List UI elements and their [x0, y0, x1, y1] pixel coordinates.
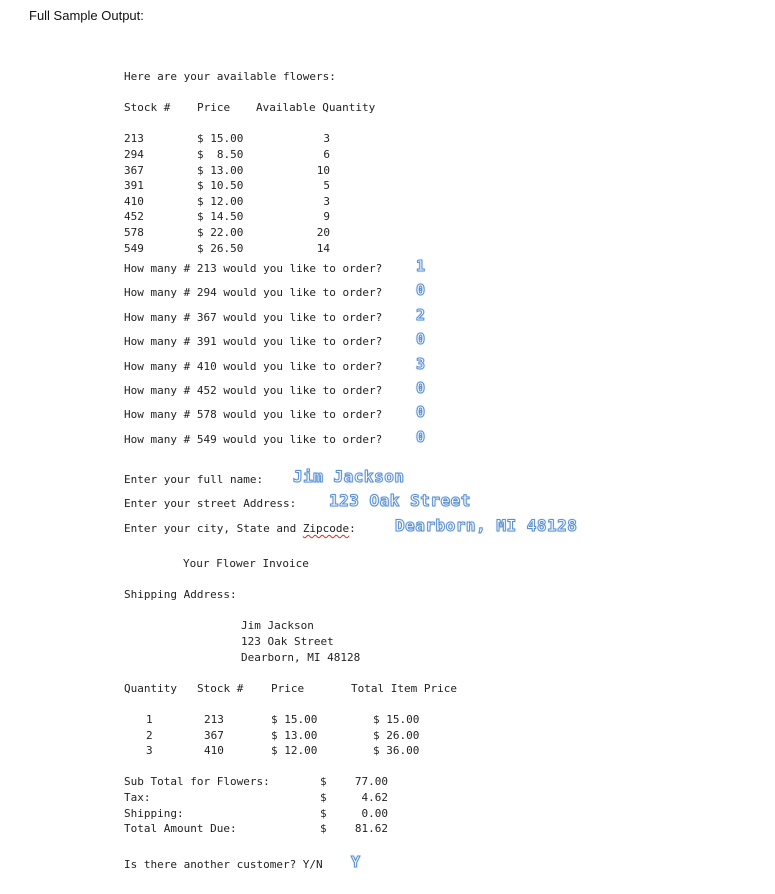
- totals-currency: $: [320, 822, 327, 835]
- inventory-stock: 391: [124, 179, 144, 192]
- address-line: Dearborn, MI 48128: [241, 651, 361, 664]
- inventory-qty: 14: [316, 242, 330, 255]
- address-line: Jim Jackson: [241, 619, 314, 632]
- totals-currency: $: [320, 807, 327, 820]
- inventory-qty: 20: [316, 226, 330, 239]
- order-prompt: How many # 213 would you like to order?: [124, 262, 383, 275]
- intro-text: Here are your available flowers:: [124, 70, 336, 83]
- inventory-price: $ 22.00: [197, 226, 244, 239]
- inventory-stock: 549: [124, 242, 144, 255]
- invoice-header-quantity: Quantity: [124, 682, 177, 695]
- order-answer: 0: [416, 281, 426, 299]
- shipping-label: Shipping Address:: [124, 588, 237, 601]
- another-customer-prompt: Is there another customer? Y/N: [124, 858, 323, 871]
- order-answer: 3: [416, 355, 426, 373]
- invoice-stock: 367: [204, 729, 224, 742]
- inventory-qty: 9: [323, 210, 330, 223]
- totals-currency: $: [320, 775, 327, 788]
- inventory-stock: 452: [124, 210, 144, 223]
- invoice-total: $ 36.00: [373, 744, 420, 757]
- inventory-price: $ 26.50: [197, 242, 244, 255]
- inventory-stock: 213: [124, 132, 144, 145]
- inventory-qty: 3: [323, 195, 330, 208]
- inventory-price: $ 10.50: [197, 179, 244, 192]
- order-prompt: How many # 367 would you like to order?: [124, 311, 383, 324]
- inventory-header-stock: Stock #: [124, 101, 171, 114]
- totals-label: Shipping:: [124, 807, 184, 820]
- city-prompt-prefix: Enter your city, State and: [124, 522, 303, 535]
- totals-label: Tax:: [124, 791, 151, 804]
- invoice-title: Your Flower Invoice: [183, 557, 309, 570]
- inventory-price: $ 12.00: [197, 195, 244, 208]
- inventory-price: $ 14.50: [197, 210, 244, 223]
- inventory-header-qty: Available Quantity: [256, 101, 376, 114]
- order-answer: 0: [416, 428, 426, 446]
- order-prompt: How many # 549 would you like to order?: [124, 433, 383, 446]
- inventory-price: $ 8.50: [197, 148, 244, 161]
- order-prompt: How many # 294 would you like to order?: [124, 286, 383, 299]
- city-value: Dearborn, MI 48128: [395, 516, 578, 535]
- inventory-price: $ 15.00: [197, 132, 244, 145]
- inventory-qty: 5: [323, 179, 330, 192]
- inventory-price: $ 13.00: [197, 164, 244, 177]
- another-customer-answer: Y: [351, 853, 361, 871]
- order-answer: 2: [416, 306, 426, 324]
- totals-value: 4.62: [361, 791, 388, 804]
- page-heading: Full Sample Output:: [29, 8, 144, 23]
- invoice-header-price: Price: [271, 682, 305, 695]
- invoice-quantity: 1: [146, 713, 153, 726]
- invoice-total: $ 15.00: [373, 713, 420, 726]
- name-prompt: Enter your full name:: [124, 473, 264, 486]
- inventory-stock: 367: [124, 164, 144, 177]
- inventory-qty: 6: [323, 148, 330, 161]
- order-prompt: How many # 452 would you like to order?: [124, 384, 383, 397]
- city-prompt: [124, 522, 356, 535]
- inventory-qty: 3: [323, 132, 330, 145]
- totals-label: Sub Total for Flowers:: [124, 775, 270, 788]
- invoice-price: $ 13.00: [271, 729, 318, 742]
- invoice-total: $ 26.00: [373, 729, 420, 742]
- order-answer: 0: [416, 330, 426, 348]
- totals-currency: $: [320, 791, 327, 804]
- invoice-quantity: 2: [146, 729, 153, 742]
- totals-value: 0.00: [361, 807, 388, 820]
- order-prompt: How many # 578 would you like to order?: [124, 408, 383, 421]
- totals-label: Total Amount Due:: [124, 822, 237, 835]
- invoice-header-stock: Stock #: [197, 682, 244, 695]
- order-answer: 1: [416, 257, 426, 275]
- city-prompt-zipcode: Zipcode: [302, 522, 350, 535]
- invoice-price: $ 12.00: [271, 744, 318, 757]
- invoice-stock: 410: [204, 744, 224, 757]
- invoice-price: $ 15.00: [271, 713, 318, 726]
- street-prompt: Enter your street Address:: [124, 497, 297, 510]
- name-value: Jim Jackson: [293, 467, 405, 486]
- totals-value: 81.62: [354, 822, 388, 835]
- invoice-header-total: Total Item Price: [351, 682, 457, 695]
- street-value: 123 Oak Street: [329, 491, 471, 510]
- order-answer: 0: [416, 379, 426, 397]
- order-answer: 0: [416, 403, 426, 421]
- inventory-stock: 410: [124, 195, 144, 208]
- invoice-quantity: 3: [146, 744, 153, 757]
- inventory-stock: 294: [124, 148, 144, 161]
- inventory-header-price: Price: [197, 101, 231, 114]
- inventory-stock: 578: [124, 226, 144, 239]
- totals-value: 77.00: [354, 775, 388, 788]
- address-line: 123 Oak Street: [241, 635, 334, 648]
- invoice-stock: 213: [204, 713, 224, 726]
- order-prompt: How many # 410 would you like to order?: [124, 360, 383, 373]
- city-prompt-suffix: :: [349, 522, 356, 535]
- inventory-qty: 10: [316, 164, 330, 177]
- order-prompt: How many # 391 would you like to order?: [124, 335, 383, 348]
